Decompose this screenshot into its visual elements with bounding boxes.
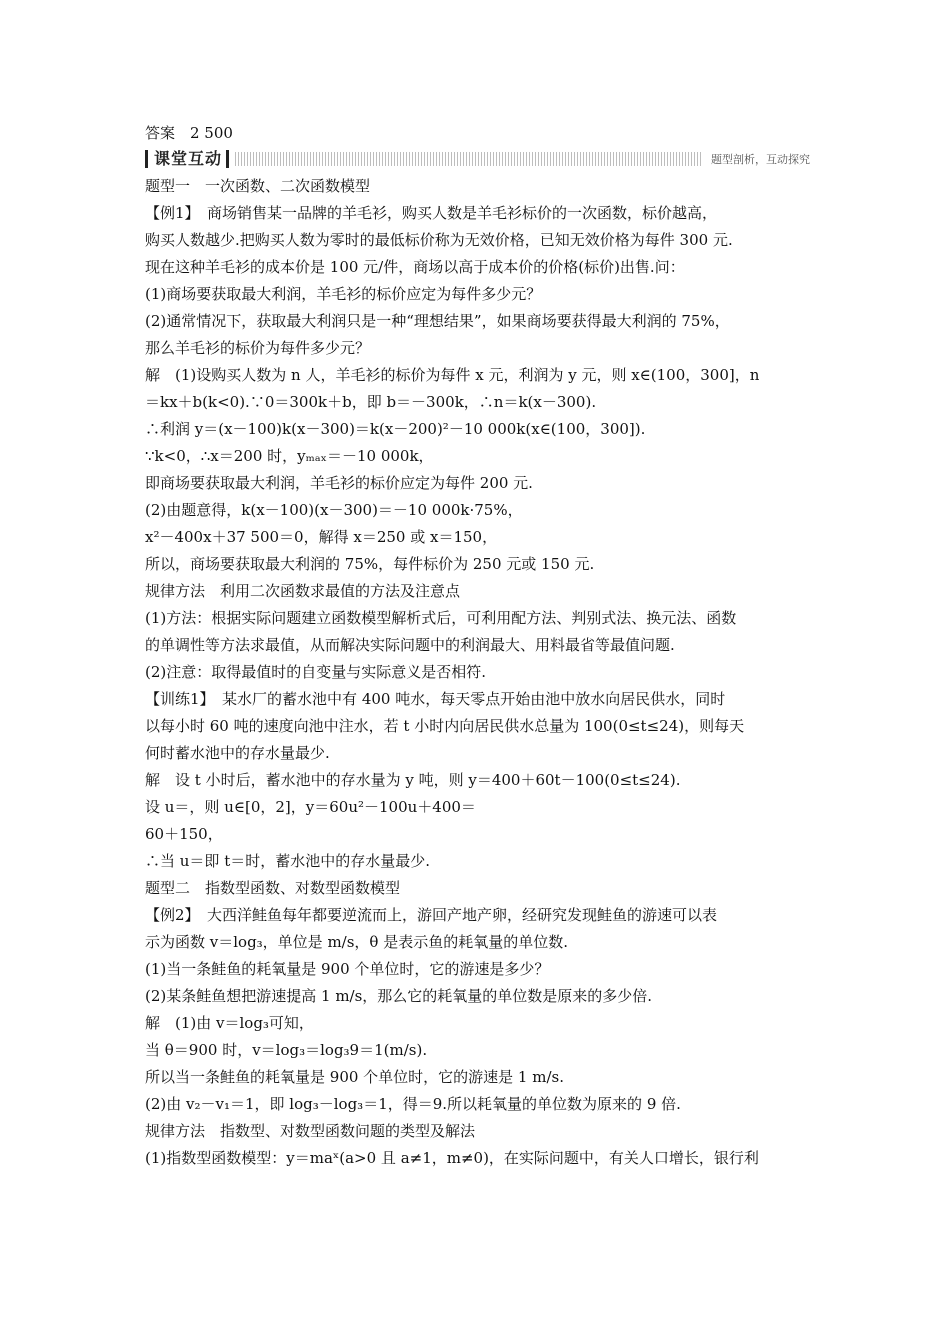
answer-line: 答案 2 500	[145, 124, 233, 142]
body-text	[145, 173, 810, 1172]
text-line: 何时蓄水池中的存水量最少.	[145, 744, 330, 762]
text-line: 的单调性等方法求最值，从而解决实际问题中的利润最大、用料最省等最值问题.	[145, 636, 675, 654]
text-line: 题型一 一次函数、二次函数模型	[145, 177, 371, 195]
text-line: (1)当一条鲑鱼的耗氧量是 900 个单位时，它的游速是多少？	[145, 960, 550, 978]
text-line: (1)商场要获取最大利润，羊毛衫的标价应定为每件多少元？	[145, 285, 542, 303]
text-line: 当 θ＝900 时，v＝log₃＝log₃9＝1(m/s).	[145, 1041, 428, 1059]
text-line: x²－400x＋37 500＝0，解得 x＝250 或 x＝150，	[145, 528, 498, 546]
text-line: 解 (1)由 v＝log₃可知，	[145, 1014, 314, 1032]
text-line: 题型二 指数型函数、对数型函数模型	[145, 879, 401, 897]
banner-stripe-decoration	[235, 152, 701, 166]
text-line: 所以，商场要获取最大利润的 75%，每件标价为 250 元或 150 元.	[145, 555, 595, 573]
text-line: 解 设 t 小时后，蓄水池中的存水量为 y 吨，则 y＝400＋60t－100(0≤t≤24).	[145, 771, 681, 789]
text-line: ∵k<0，∴x＝200 时，yₘₐₓ＝－10 000k，	[145, 447, 434, 465]
section-banner	[145, 149, 810, 169]
text-line: 规律方法 利用二次函数求最值的方法及注意点	[145, 582, 461, 600]
text-line: 60＋150，	[145, 825, 223, 843]
text-line: 所以当一条鲑鱼的耗氧量是 900 个单位时，它的游速是 1 m/s.	[145, 1068, 564, 1086]
text-line: (1)指数型函数模型：y＝maˣ(a>0 且 a≠1，m≠0)，在实际问题中，有关人口增长，银行利	[145, 1149, 759, 1167]
text-line: 示为函数 v＝log₃，单位是 m/s，θ 是表示鱼的耗氧量的单位数.	[145, 933, 568, 951]
text-line: ＝kx＋b(k<0).∵0＝300k＋b，即 b＝－300k，∴n＝k(x－300).	[145, 393, 597, 411]
text-line: 【例1】 商场销售某一品牌的羊毛衫，购买人数是羊毛衫标价的一次函数，标价越高，	[145, 204, 718, 222]
text-line: ∴当 u＝即 t＝时，蓄水池中的存水量最少.	[145, 852, 430, 870]
text-line: 即商场要获取最大利润，羊毛衫的标价应定为每件 200 元.	[145, 474, 533, 492]
section-banner-subtitle: 题型剖析，互动探究	[707, 151, 810, 167]
text-line: 规律方法 指数型、对数型函数问题的类型及解法	[145, 1122, 476, 1140]
text-line: (1)方法：根据实际问题建立函数模型解析式后，可利用配方法、判别式法、换元法、函数	[145, 609, 737, 627]
text-line: (2)由题意得，k(x－100)(x－300)＝－10 000k·75%，	[145, 501, 523, 519]
text-line: 设 u＝，则 u∈[0，2]，y＝60u²－100u＋400＝	[145, 798, 476, 816]
text-line: (2)注意：取得最值时的自变量与实际意义是否相符.	[145, 663, 487, 681]
text-line: 解 (1)设购买人数为 n 人，羊毛衫的标价为每件 x 元，利润为 y 元，则 x∈(100，300]，n	[145, 366, 760, 384]
text-line: 购买人数越少.把购买人数为零时的最低标价称为无效价格，已知无效价格为每件 300 元.	[145, 231, 733, 249]
document-content	[145, 120, 810, 1172]
text-line: ∴利润 y＝(x－100)k(x－300)＝k(x－200)²－10 000k(x∈(100，300]).	[145, 420, 646, 438]
text-line: 【训练1】 某水厂的蓄水池中有 400 吨水，每天零点开始由池中放水向居民供水，同时	[145, 690, 726, 708]
text-line: (2)某条鲑鱼想把游速提高 1 m/s，那么它的耗氧量的单位数是原来的多少倍.	[145, 987, 653, 1005]
text-line: (2)通常情况下，获取最大利润只是一种“理想结果”，如果商场要获得最大利润的 75%，	[145, 312, 730, 330]
text-line: 那么羊毛衫的标价为每件多少元？	[145, 339, 371, 357]
text-line: 【例2】 大西洋鲑鱼每年都要逆流而上，游回产地产卵，经研究发现鲑鱼的游速可以表	[145, 906, 718, 924]
text-line: 以每小时 60 吨的速度向池中注水，若 t 小时内向居民供水总量为 100(0≤t≤24)，则每天	[145, 717, 745, 735]
text-line: (2)由 v₂－v₁＝1，即 log₃－log₃＝1，得＝9.所以耗氧量的单位数为原来的 9 倍.	[145, 1095, 681, 1113]
section-banner-title: 课堂互动	[145, 150, 229, 168]
text-line: 现在这种羊毛衫的成本价是 100 元/件，商场以高于成本价的价格(标价)出售.问：	[145, 258, 685, 276]
